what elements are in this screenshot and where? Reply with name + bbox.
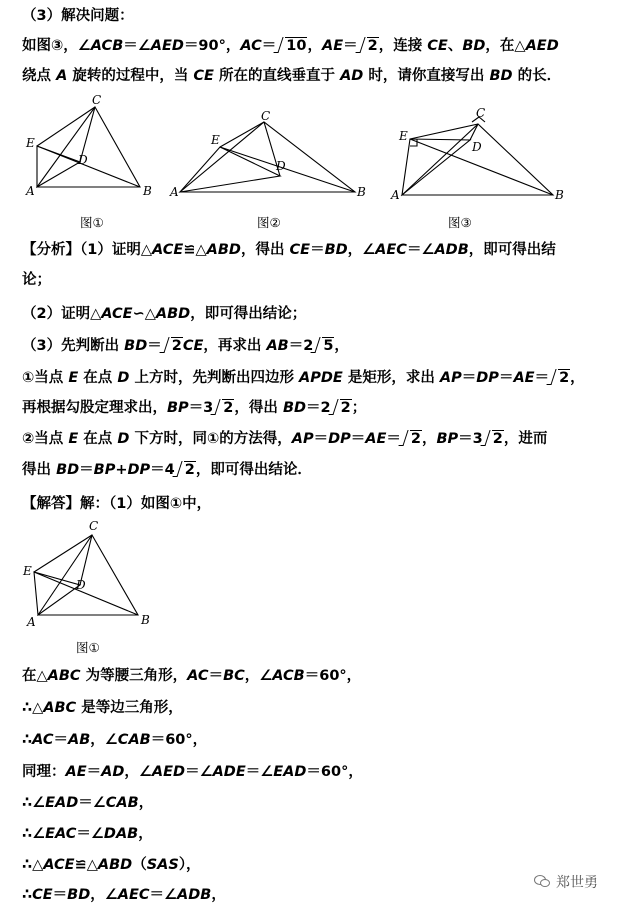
figure-3 (402, 117, 553, 195)
caption-fig1: 图① (80, 215, 104, 230)
fig3-label-d: D (472, 140, 482, 154)
sqrt-10: 10 (276, 36, 307, 56)
fig2-label-b: B (357, 185, 366, 199)
sqrt-2: 2 (331, 398, 352, 418)
part3-heading: （3）解决问题： (22, 8, 134, 24)
sol-label-b: B (141, 613, 150, 627)
fig1-label-c: C (92, 93, 102, 107)
figure-2 (180, 122, 355, 192)
caption-fig3: 图③ (448, 215, 472, 230)
fig2-label-c: C (261, 109, 271, 123)
solution-line4: 同理：AE＝AD，∠AED＝∠ADE＝∠EAD＝60°， (22, 764, 363, 780)
solution-line2: ∴△ABC 是等边三角形， (22, 700, 183, 716)
solution-line3: ∴AC＝AB，∠CAB＝60°， (22, 732, 208, 748)
solution-figure (20, 515, 180, 635)
sqrt-2: 2 (401, 429, 422, 449)
analysis-line1: 【分析】（1）证明△ACE≌△ABD，得出 CE＝BD，∠AEC＝∠ADB，即可得出结 (22, 242, 556, 258)
sqrt-5: 5 (313, 336, 334, 356)
fig3-label-a: A (391, 188, 400, 202)
sol-label-d: D (76, 578, 86, 592)
caption-fig2: 图② (257, 215, 281, 230)
analysis-line5: ①当点 E 在点 D 上方时，先判断出四边形 APDE 是矩形，求出 AP＝DP＝AE＝ 2， (22, 370, 585, 386)
sqrt-2: 2 (358, 36, 379, 56)
sqrt-2: 2 (213, 398, 234, 418)
sqrt-2: 2 (175, 460, 196, 480)
solution-line5: ∴∠EAD＝∠CAB， (22, 795, 154, 811)
wechat-icon (534, 874, 550, 888)
analysis-line4: （3）先判断出 BD＝ 2CE，再求出 AB＝2 5， (22, 338, 349, 354)
fig3-label-c: C (476, 106, 486, 120)
sqrt-2: 2 (549, 368, 570, 388)
sol-label-a: A (27, 615, 36, 629)
figure-1 (37, 107, 140, 187)
solution-line7: ∴△ACE≌△ABD（SAS）， (22, 857, 201, 873)
part3-line1: 如图③，∠ACB＝∠AED＝90°，AC＝ 10，AE＝ 2，连接 CE、BD，在△AED (22, 38, 559, 54)
fig2-label-e: E (211, 133, 220, 147)
sqrt-2: 2 (483, 429, 504, 449)
solution-line1: 在△ABC 为等腰三角形，AC＝BC，∠ACB＝60°， (22, 668, 362, 684)
analysis-line7: ②当点 E 在点 D 下方时，同①的方法得，AP＝DP＝AE＝ 2，BP＝3 2，进而 (22, 431, 548, 447)
sol-label-e: E (23, 564, 32, 578)
part3-line2: 绕点 A 旋转的过程中，当 CE 所在的直线垂直于 AD 时，请你直接写出 BD 的长． (22, 68, 562, 84)
fig2-label-d: D (276, 159, 286, 173)
analysis-line2: 论； (22, 272, 51, 288)
solution-header: 【解答】解：（1）如图①中， (22, 496, 212, 512)
fig1-label-b: B (143, 184, 152, 198)
analysis-line8: 得出 BD＝BP+DP＝4 2，即可得出结论． (22, 462, 312, 478)
analysis-line3: （2）证明△ACE∽△ABD，即可得出结论； (22, 306, 307, 322)
solution-fig-caption: 图① (76, 640, 100, 655)
fig3-label-b: B (555, 188, 564, 202)
solution-line6: ∴∠EAC＝∠DAB， (22, 826, 153, 842)
fig1-label-a: A (26, 184, 35, 198)
fig1-label-d: D (78, 153, 88, 167)
fig2-label-a: A (170, 185, 179, 199)
solution-line8: ∴CE＝BD，∠AEC＝∠ADB， (22, 887, 226, 903)
watermark-author: 郑世勇 (556, 875, 598, 891)
sol-label-c: C (89, 519, 99, 533)
figures-row (0, 92, 622, 232)
analysis-line6: 再根据勾股定理求出，BP＝3 2，得出 BD＝2 2； (22, 400, 367, 416)
sqrt-2: 2 (162, 336, 183, 356)
fig1-label-e: E (26, 136, 35, 150)
fig3-label-e: E (399, 129, 408, 143)
